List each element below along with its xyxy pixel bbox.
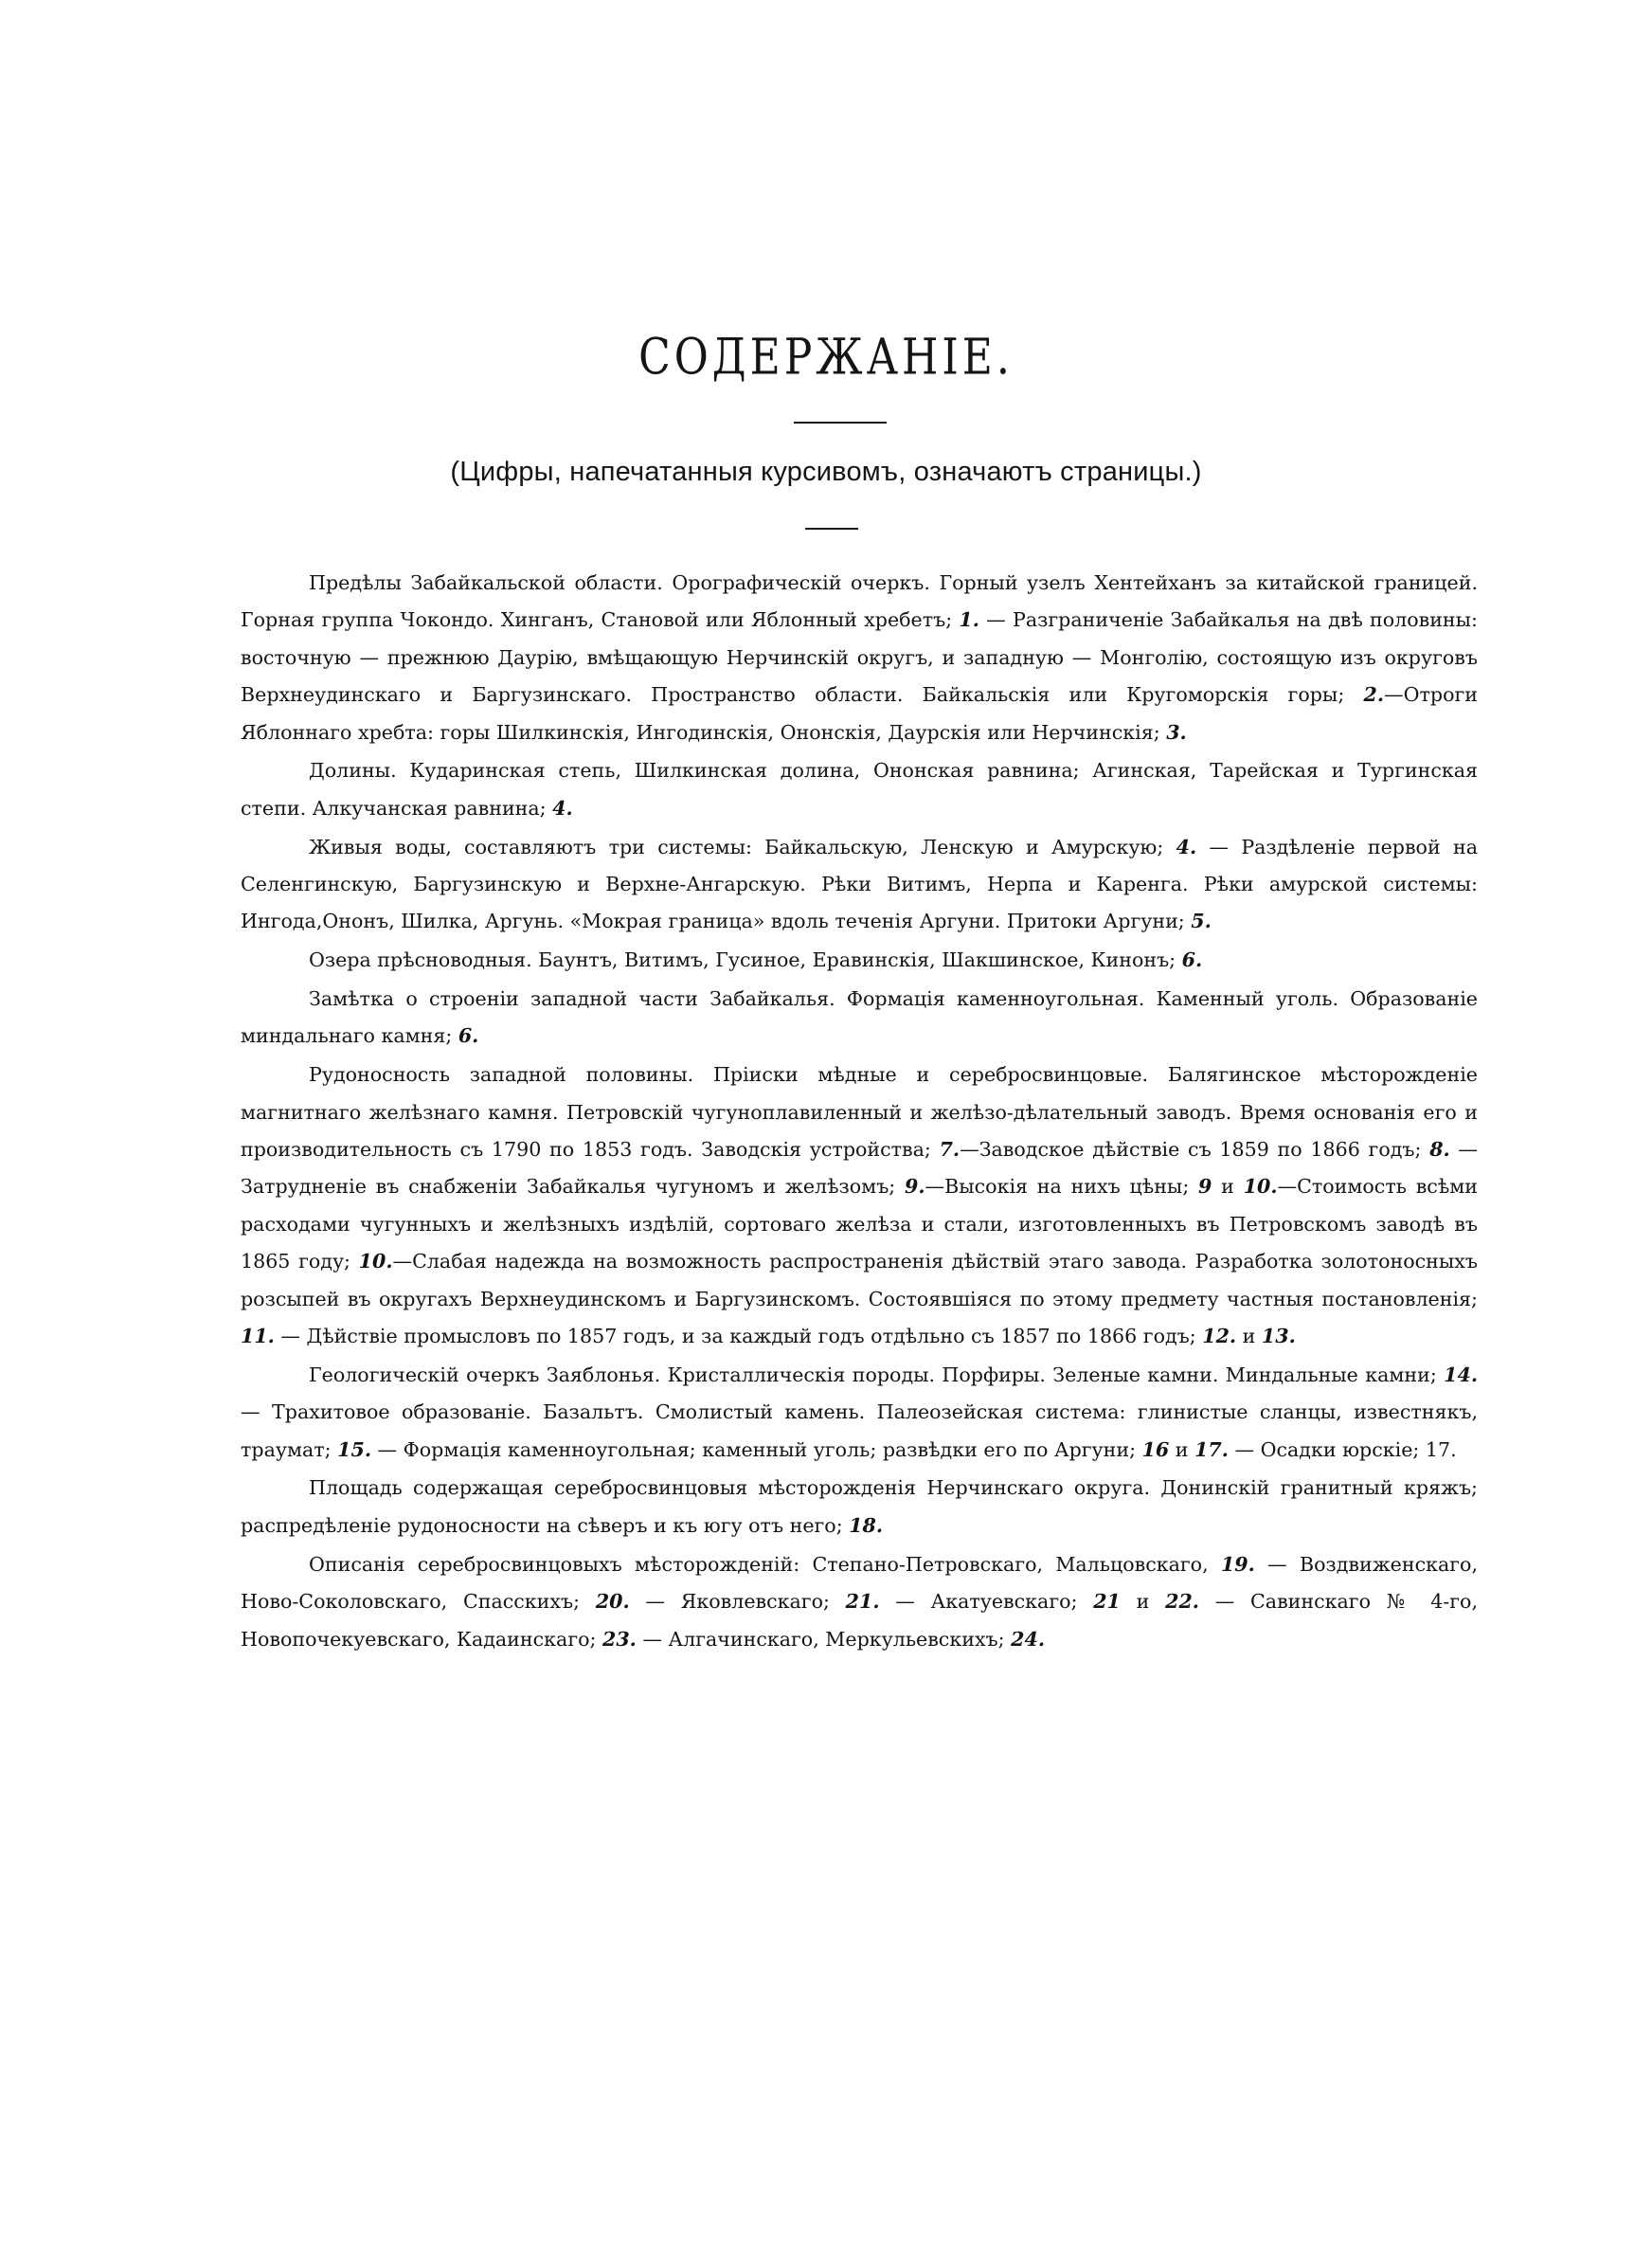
page-reference: 7. — [939, 1138, 961, 1162]
entry-text: — Трахитовое образованіе. Базальтъ. Смолистый камень. Палеозейская система: глинистые сланцы, известнякъ, траумат; — [241, 1400, 1478, 1461]
page-reference: 22. — [1165, 1590, 1199, 1614]
entry-text: — Разграниченіе Забайкалья на двѣ половины: восточную — прежнюю Даурію, вмѣщающую Нерчинскій округъ, и западную — Монголію, состоящую изъ округовъ Верхнеудинскаго и Баргузинскаго. Пространство области. Байкальскія или Кругоморскія горы; — [241, 608, 1478, 707]
entry-text: — Формація каменноугольная; каменный уголь; развѣдки его по Аргуни; — [370, 1437, 1142, 1461]
page-reference: 2. — [1363, 683, 1385, 707]
page-reference: 24. — [1011, 1627, 1045, 1651]
page-reference: 12. — [1202, 1325, 1237, 1348]
entry-text: —Высокія на нихъ цѣны; — [925, 1175, 1199, 1199]
page-reference: 3. — [1166, 720, 1187, 744]
toc-entry — [241, 942, 1478, 979]
page-reference: 4. — [1176, 835, 1197, 858]
toc-entry — [241, 1546, 1478, 1658]
entry-text: Озера прѣсноводныя. Баунтъ, Витимъ, Гусиное, Еравинскія, Шакшинское, Кинонъ; — [309, 948, 1182, 972]
entry-text: Долины. Кударинская степь, Шилкинская долина, Ононская равнина; Агинская, Тарейская и Тургинская степи. Алкучанская равнина; — [241, 759, 1478, 820]
entry-text: Рудоносность западной половины. Пріиски мѣдные и серебросвинцовые. Балягинское мѣсторожденіе магнитнаго желѣзнаго камня. Петровскій чугуноплавиленный и желѣзо-дѣлательный заводъ. Время основанія его и производительность съ 1790 по 1853 годъ. Заводскія устройства; — [241, 1063, 1478, 1162]
subtitle-divider — [805, 528, 858, 530]
page-reference: 10. — [358, 1250, 393, 1273]
page-reference: 9 — [1198, 1175, 1212, 1199]
page-reference: 14. — [1444, 1363, 1478, 1386]
toc-entry — [241, 981, 1478, 1056]
toc-entry — [241, 565, 1478, 751]
toc-entry — [241, 1470, 1478, 1544]
entry-text: —Слабая надежда на возможность распространенія дѣйствій этаго завода. Разработка золотоносныхъ розсыпей въ округахъ Верхнеудинскомъ и Баргузинскомъ. Состоявшіяся по этому предмету частныя постановленія; — [241, 1250, 1478, 1310]
entry-text: —Отроги Яблоннаго хребта: горы Шилкинскія, Ингодинскія, Ононскія, Даурскія или Нерчинскія; — [241, 683, 1478, 744]
entry-text: — Акатуевскаго; — [879, 1590, 1094, 1614]
page-reference: 20. — [595, 1590, 630, 1614]
table-of-contents — [241, 565, 1478, 1659]
entry-text: — Алгачинскаго, Меркульевскихъ; — [636, 1627, 1012, 1651]
entry-text: Замѣтка о строеніи западной части Забайкалья. Формація каменноугольная. Каменный уголь. Образованіе миндальнаго камня; — [241, 987, 1478, 1048]
entry-text: Живыя воды, составляютъ три системы: Байкальскую, Ленскую и Амурскую; — [309, 835, 1176, 858]
page-reference: 16 — [1141, 1437, 1170, 1461]
entry-text: — Дѣйствіе промысловъ по 1857 годъ, и за каждый годъ отдѣльно съ 1857 по 1866 годъ; — [274, 1325, 1203, 1348]
entry-text: и — [1120, 1590, 1166, 1614]
page-reference: 21 — [1093, 1590, 1121, 1614]
toc-entry — [241, 752, 1478, 827]
page-reference: 15. — [337, 1437, 371, 1461]
entry-text: — Осадки юрскіе; 17. — [1228, 1437, 1457, 1461]
page-reference: 1. — [959, 608, 979, 632]
page-reference: 4. — [552, 796, 573, 820]
page-reference: 17. — [1194, 1437, 1229, 1461]
toc-entry — [241, 829, 1478, 941]
entry-text: — Савинскаго № 4-го, Новопочекуевскаго, Кадаинскаго; — [241, 1590, 1478, 1651]
entry-text: и — [1236, 1325, 1262, 1348]
page-reference: 13. — [1261, 1325, 1296, 1348]
entry-text: Описанія серебросвинцовыхъ мѣсторожденій: Степано-Петровскаго, Мальцовскаго, — [309, 1552, 1221, 1576]
entry-text: Площадь содержащая серебросвинцовыя мѣсторожденія Нерчинскаго округа. Донинскій гранитный кряжъ; распредѣленіе рудоносности на сѣверъ и къ югу отъ него; — [241, 1476, 1478, 1537]
toc-entry — [241, 1056, 1478, 1355]
page-reference: 8. — [1429, 1138, 1450, 1162]
entry-text: Геологическій очеркъ Заяблонья. Кристаллическія породы. Порфиры. Зеленые камни. Миндальные камни; — [309, 1363, 1445, 1386]
page-reference: 10. — [1243, 1175, 1278, 1199]
entry-text: — Раздѣленіе первой на Селенгинскую, Баргузинскую и Верхне-Ангарскую. Рѣки Витимъ, Нерпа и Каренга. Рѣки амурской системы: Ингода,Ононъ, Шилка, Аргунь. «Мокрая граница» вдоль теченія Аргуни. Притоки Аргуни; — [241, 835, 1478, 933]
entry-text: —Стоимость всѣми расходами чугунныхъ и желѣзныхъ издѣлій, сортоваго желѣза и стали, изготовленныхъ въ Петровскомъ заводѣ въ 1865 году; — [241, 1175, 1479, 1273]
entry-text: — Яковлевскаго; — [629, 1590, 846, 1614]
toc-entry — [241, 1357, 1478, 1469]
entry-text: и — [1169, 1437, 1195, 1461]
entry-text: Предѣлы Забайкальской области. Орографическій очеркъ. Горный узелъ Хентейханъ за китайской границей. Горная группа Чокондо. Хинганъ, Становой или Яблонный хребетъ; — [241, 571, 1478, 632]
page-reference: 9. — [905, 1175, 925, 1199]
page-reference: 19. — [1220, 1552, 1255, 1576]
entry-text: — Воздвиженскаго, Ново-Соколовскаго, Спасскихъ; — [241, 1552, 1478, 1614]
page-reference: 23. — [602, 1627, 637, 1651]
entry-text: —Заводское дѣйствіе съ 1859 по 1866 годъ; — [960, 1138, 1430, 1162]
entry-text: — Затрудненіе въ снабженіи Забайкалья чугуномъ и желѣзомъ; — [241, 1138, 1479, 1199]
page-reference: 5. — [1191, 910, 1212, 933]
page-title: СОДЕРЖАНІЕ. — [638, 329, 1014, 387]
page-reference: 21. — [845, 1590, 880, 1614]
entry-text: и — [1212, 1175, 1244, 1199]
page-reference: 6. — [458, 1024, 479, 1048]
page-reference: 11. — [241, 1325, 275, 1348]
page-reference: 18. — [849, 1513, 884, 1537]
page-reference: 6. — [1181, 948, 1203, 972]
page-subtitle: (Цифры, напечатанныя курсивомъ, означаютъ страницы.) — [450, 457, 1202, 487]
title-divider — [794, 422, 887, 424]
